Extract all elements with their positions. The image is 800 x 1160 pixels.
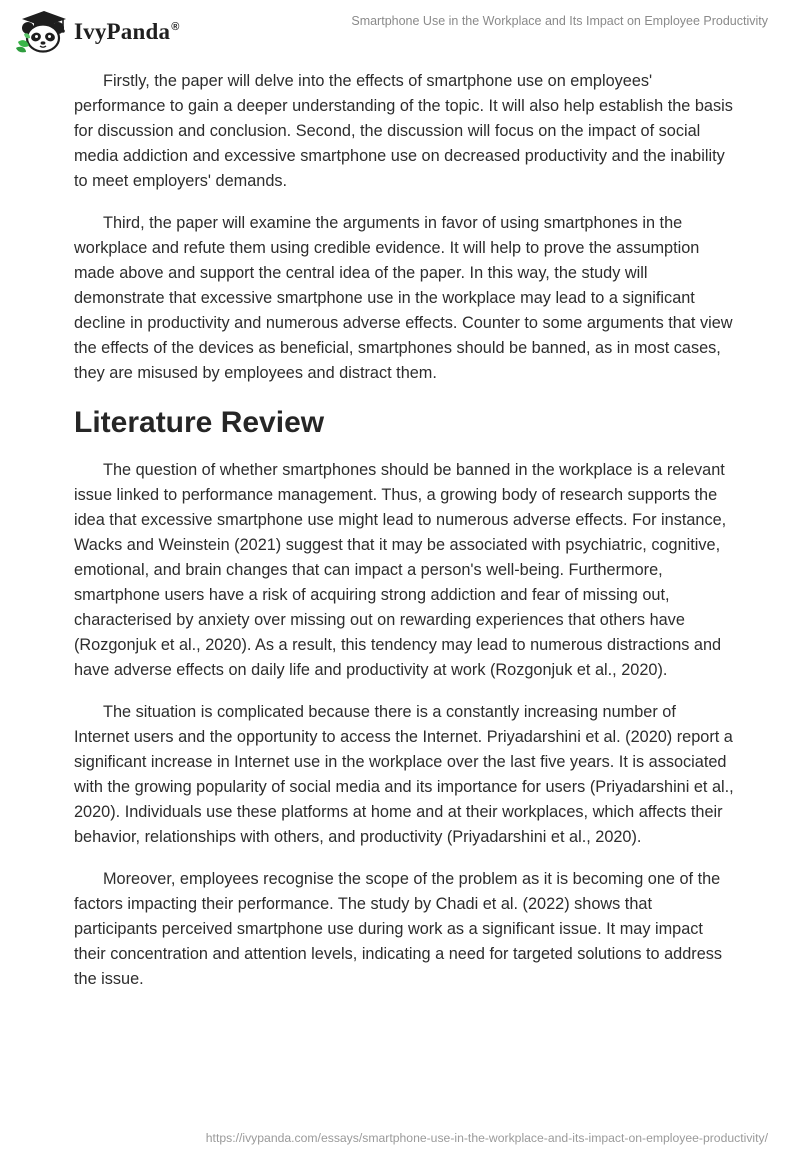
paragraph: Third, the paper will examine the arguments in favor of using smartphones in the workplace and refute them using credible evidence. It will help to prove the assumption made above and support the central idea of the paper. In this way, the study will demonstrate that excessive smartphone use in the workplace may lead to a significant decline in productivity and numerous adverse effects. Counter to some arguments that view the effects of the devices as beneficial, smartphones should be banned, as in most cases, they are misused by employees and distract them. xyxy=(74,214,733,382)
running-title: Smartphone Use in the Workplace and Its Impact on Employee Productivity xyxy=(351,14,768,28)
brand-name-text: IvyPanda xyxy=(74,19,171,44)
paragraph: The situation is complicated because there is a constantly increasing number of Internet users and the opportunity to access the Internet. Priyadarshini et al. (2020) report a significant increase in Internet use in the workplace over the last five years. It is associated with the growing popularity of social media and its importance for users (Priyadarshini et al., 2020). Individuals use these platforms at home and at their workplaces, which affects their behavior, relationships with others, and productivity (Priyadarshini et al., 2020). xyxy=(74,703,734,846)
paragraph: The question of whether smartphones should be banned in the workplace is a relevant issue linked to performance management. Thus, a growing body of research supports the idea that excessive smartphone use might lead to numerous adverse effects. For instance, Wacks and Weinstein (2021) suggest that it may be associated with psychiatric, cognitive, emotional, and brain changes that can impact a person's well-being. Furthermore, smartphone users have a risk of acquiring strong addiction and fear of missing out, characterised by anxiety over missing out on rewarding experiences that others have (Rozgonjuk et al., 2020). As a result, this tendency may lead to numerous distractions and have adverse effects on daily life and productivity at work (Rozgonjuk et al., 2020). xyxy=(74,461,727,679)
brand-logo[interactable] xyxy=(14,8,180,54)
source-url[interactable]: https://ivypanda.com/essays/smartphone-use-in-the-workplace-and-its-impact-on-employee-productivity/ xyxy=(205,1131,768,1145)
registered-mark: ® xyxy=(171,21,180,34)
paragraph: Firstly, the paper will delve into the effects of smartphone use on employees' performance to gain a deeper understanding of the topic. It will also help establish the basis for discussion and conclusion. Second, the discussion will focus on the impact of social media addiction and excessive smartphone use on decreased productivity and the inability to meet employers' demands. xyxy=(74,72,733,190)
page-header xyxy=(0,0,800,62)
paragraph: Moreover, employees recognise the scope of the problem as it is becoming one of the factors impacting their performance. The study by Chadi et al. (2022) shows that participants perceived smartphone use during work as a significant issue. It may impact their concentration and attention levels, indicating a need for targeted solutions to address the issue. xyxy=(74,870,723,988)
essay-content xyxy=(74,69,734,1009)
panda-graduate-icon xyxy=(14,8,70,54)
section-heading: Literature Review xyxy=(74,406,325,439)
brand-name xyxy=(74,19,180,45)
